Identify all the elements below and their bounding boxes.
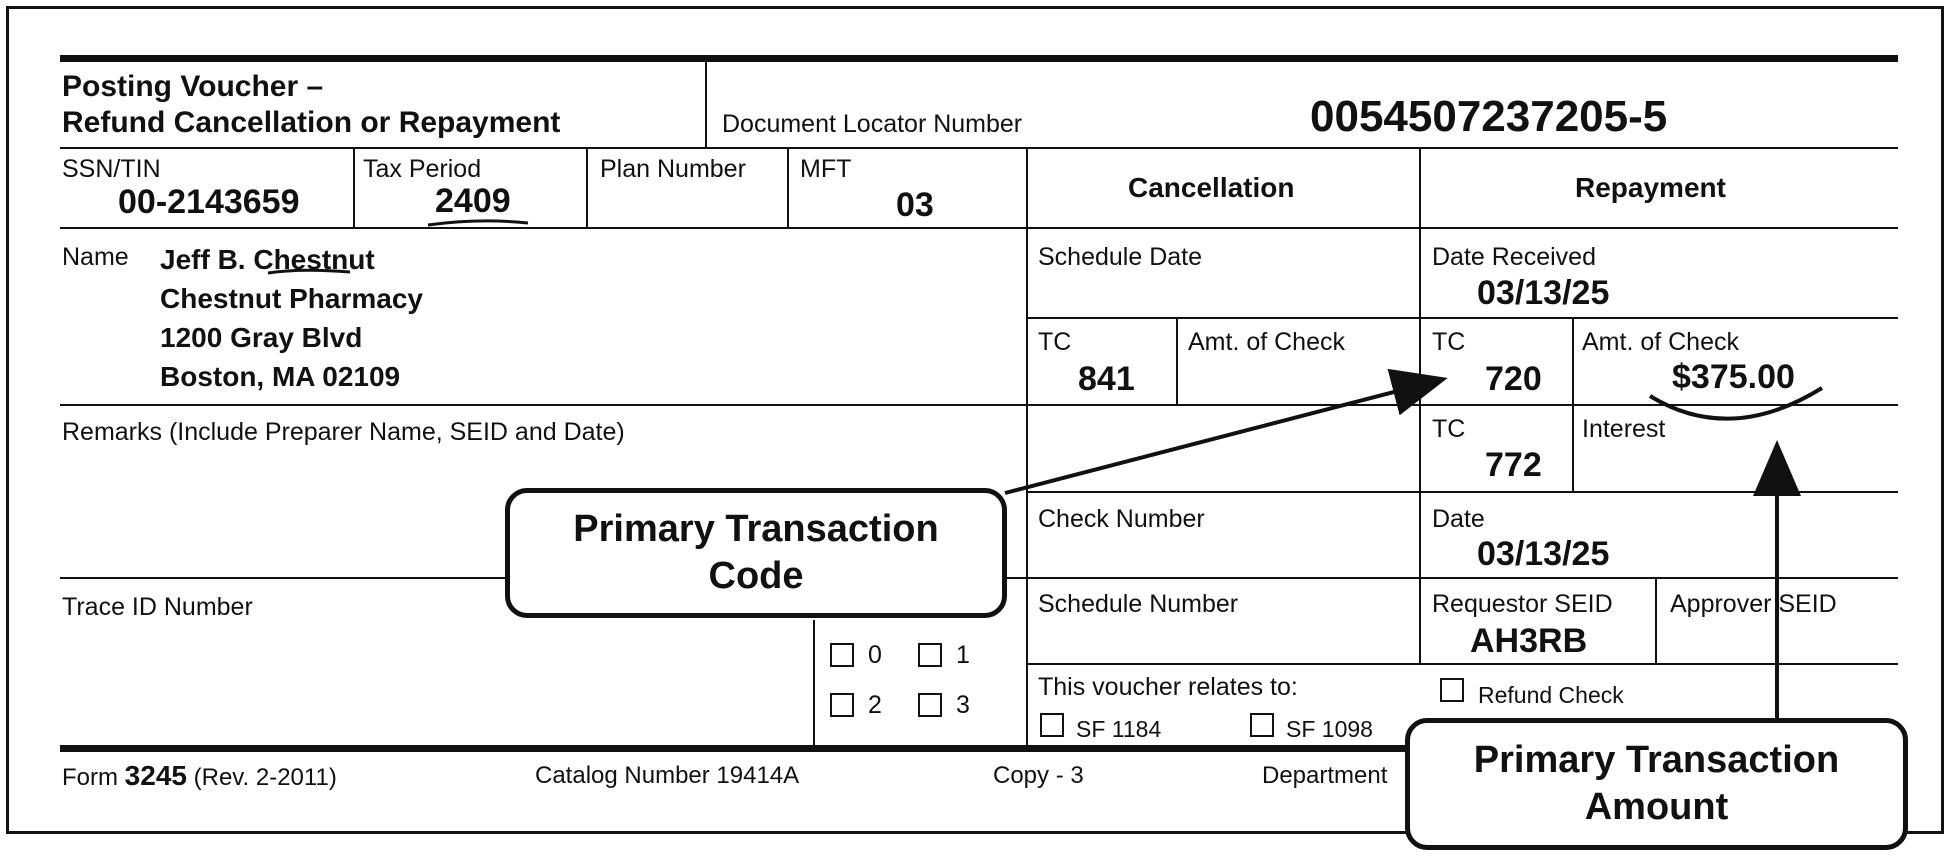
repay-amount-value: $375.00 bbox=[1672, 358, 1795, 396]
callout-primary-transaction-code: Primary Transaction Code bbox=[505, 488, 1007, 618]
trace-id-label: Trace ID Number bbox=[62, 593, 253, 621]
check-number-label: Check Number bbox=[1038, 505, 1205, 533]
tax-period-value: 2409 bbox=[435, 182, 511, 220]
form-title-line2: Refund Cancellation or Repayment bbox=[62, 106, 561, 139]
catalog-number: Catalog Number 19414A bbox=[535, 762, 800, 789]
name-label: Name bbox=[62, 243, 129, 271]
name-line-2: Chestnut Pharmacy bbox=[160, 283, 423, 314]
form-title-line1: Posting Voucher – bbox=[62, 70, 324, 103]
department-label: Department bbox=[1262, 762, 1388, 789]
requestor-seid-label: Requestor SEID bbox=[1432, 590, 1613, 618]
cancellation-header: Cancellation bbox=[1128, 172, 1295, 203]
repayment-header: Repayment bbox=[1575, 172, 1726, 203]
mft-label: MFT bbox=[800, 155, 852, 183]
tax-period-label: Tax Period bbox=[363, 155, 482, 183]
name-line-3: 1200 Gray Blvd bbox=[160, 322, 363, 353]
ssn-value: 00-2143659 bbox=[118, 183, 300, 221]
date-received-value: 03/13/25 bbox=[1477, 274, 1610, 312]
remarks-label: Remarks (Include Preparer Name, SEID and Date) bbox=[62, 418, 625, 446]
cancel-tc-label: TC bbox=[1038, 328, 1072, 356]
schedule-date-label: Schedule Date bbox=[1038, 243, 1203, 271]
dln-label: Document Locator Number bbox=[722, 110, 1023, 138]
mft-value: 03 bbox=[896, 186, 934, 224]
name-line-1: Jeff B. Chestnut bbox=[160, 244, 375, 275]
tc2-label: TC bbox=[1432, 415, 1466, 443]
sf1184-label: SF 1184 bbox=[1076, 716, 1162, 742]
repay-amt-label: Amt. of Check bbox=[1582, 328, 1739, 356]
schedule-number-label: Schedule Number bbox=[1038, 590, 1239, 618]
checkbox-2-label: 2 bbox=[868, 691, 882, 719]
voucher-relates-label: This voucher relates to: bbox=[1038, 673, 1298, 701]
arrow-to-tc bbox=[1005, 380, 1440, 493]
ssn-label: SSN/TIN bbox=[62, 155, 161, 183]
date-received-label: Date Received bbox=[1432, 243, 1596, 271]
interest-label: Interest bbox=[1582, 415, 1666, 443]
name-line-4: Boston, MA 02109 bbox=[160, 361, 401, 392]
copy-label: Copy - 3 bbox=[993, 762, 1084, 789]
name-underline bbox=[268, 270, 350, 273]
form-number: 3245 bbox=[124, 760, 187, 791]
form-prefix: Form bbox=[62, 764, 125, 791]
date-value: 03/13/25 bbox=[1477, 535, 1610, 573]
date-label: Date bbox=[1432, 505, 1485, 533]
checkbox-0-label: 0 bbox=[868, 641, 882, 669]
form-rev: (Rev. 2-2011) bbox=[186, 764, 337, 791]
repay-tc-label: TC bbox=[1432, 328, 1466, 356]
amount-arc bbox=[1650, 388, 1822, 419]
requestor-seid-value: AH3RB bbox=[1470, 622, 1588, 660]
checkbox-3-label: 3 bbox=[956, 691, 970, 719]
repay-tc-value: 720 bbox=[1485, 360, 1542, 398]
cancel-amt-label: Amt. of Check bbox=[1188, 328, 1345, 356]
tax-period-underline bbox=[428, 221, 528, 225]
checkbox-1-label: 1 bbox=[956, 641, 970, 669]
callout-primary-transaction-amount: Primary Transaction Amount bbox=[1405, 718, 1908, 850]
refund-check-label: Refund Check bbox=[1478, 682, 1624, 708]
tc2-value: 772 bbox=[1485, 446, 1542, 484]
cancel-tc-value: 841 bbox=[1078, 360, 1135, 398]
dln-value: 0054507237205-5 bbox=[1310, 92, 1668, 141]
plan-number-label: Plan Number bbox=[600, 155, 746, 183]
sf1098-label: SF 1098 bbox=[1286, 716, 1373, 742]
approver-seid-label: Approver SEID bbox=[1670, 590, 1837, 618]
